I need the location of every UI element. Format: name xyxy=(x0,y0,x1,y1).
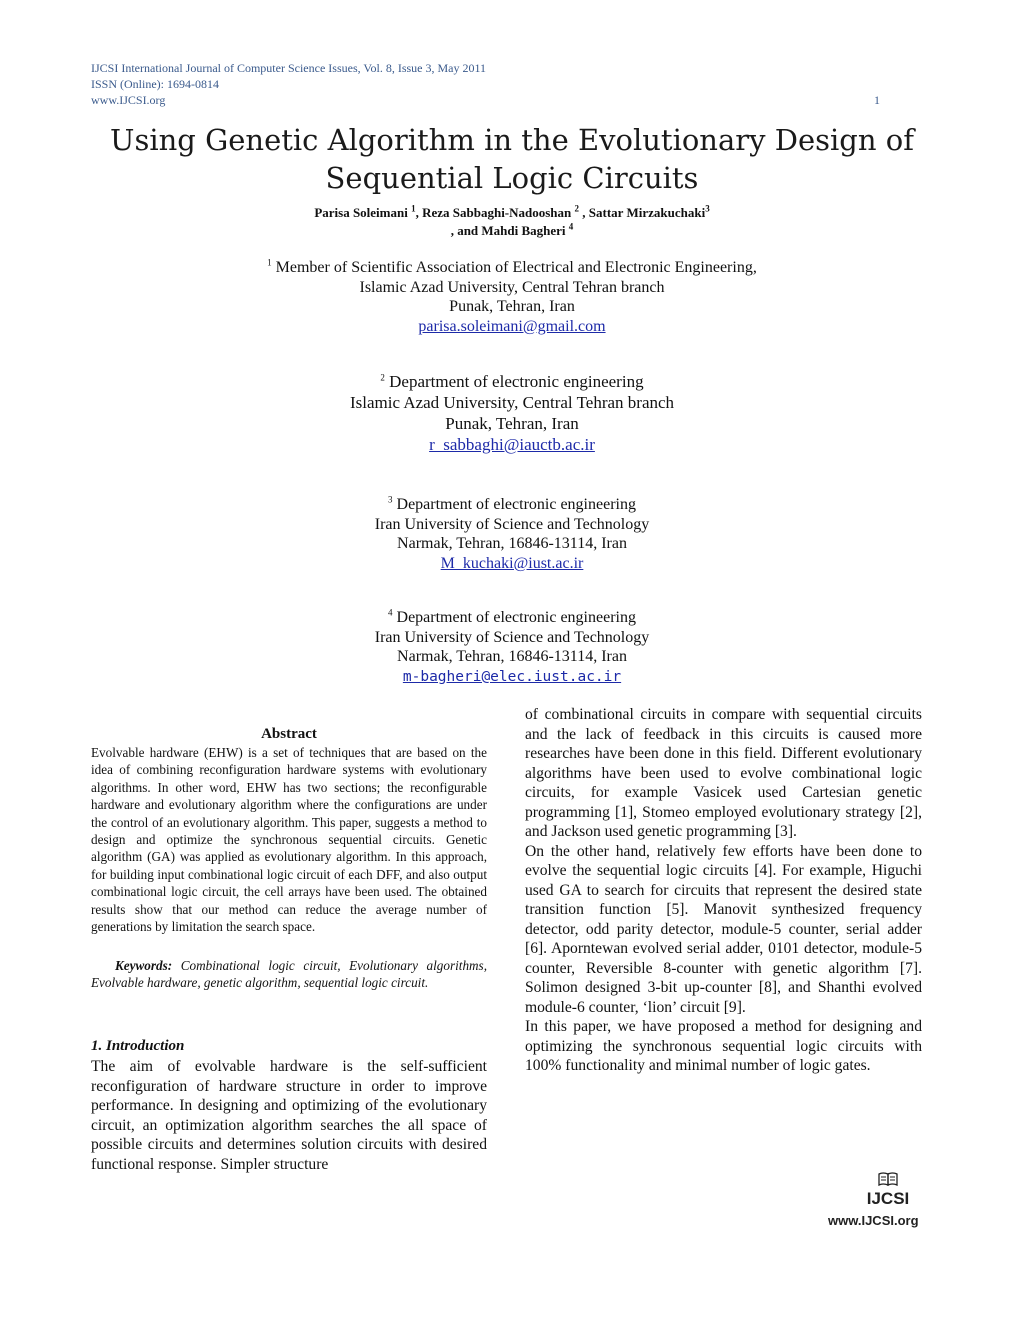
abstract-body: Evolvable hardware (EHW) is a set of techniques that are based on the idea of combining reconfiguration hardware systems with evolutionary algorithms. In other word, EHW has two sections; the reconfigurable hardware and evolutionary algorithm where the configurations are under the control of an evolutionary algorithm. This paper, suggests a method to design and optimize the synchronous sequential circuits. Genetic algorithm (GA) was applied as evolutionary algorithm. In this approach, for building input combinational logic circuit of each DFF, and also output combinational logic circuit, the cell arrays have been used. The obtained results show that our method can reduce the average number of generations by limitation the search space. xyxy=(91,745,487,935)
section-heading-introduction: 1. Introduction xyxy=(91,1038,185,1054)
ijcsi-logo xyxy=(850,1172,926,1208)
affiliation-line: Member of Scientific Association of Electrical and Electronic Engineering, xyxy=(271,259,757,276)
paragraph: On the other hand, relatively few efforts have been done to evolve the sequential logic circuits [4]. For example, Higuchi used GA to search for circuits that represent the desired state transition function [5]. Manovit synthesized frequency detector, odd parity detector, module-5 counter, serial adder [6]. Aporntewan evolved serial adder, 0101 detector, module-5 counter, Reversible 8-counter with genetic algorithm [7]. Solimon designed 3-bit up-counter [8], and Shanthi evolved module-6 counter, ‘lion’ circuit [9]. xyxy=(525,842,922,1016)
keywords xyxy=(91,957,487,992)
affiliation-mark: 3 xyxy=(388,494,393,505)
logo-text: IJCSI xyxy=(866,1189,910,1208)
email-link[interactable]: m-bagheri@elec.iust.ac.ir xyxy=(402,668,622,685)
author-1-mark: 1 xyxy=(411,203,416,214)
affiliation-line: Punak, Tehran, Iran xyxy=(449,298,575,315)
author-4: , and Mahdi Bagheri xyxy=(450,223,569,238)
paragraph: In this paper, we have proposed a method for designing and optimizing the synchronous sequential logic circuits with 100% functionality and minimal number of logic gates. xyxy=(525,1018,922,1074)
open-book-icon xyxy=(850,1172,926,1190)
keywords-label: Keywords: xyxy=(115,958,173,973)
affiliation-line: Department of electronic engineering xyxy=(384,372,644,391)
email-link[interactable]: M_kuchaki@iust.ac.ir xyxy=(440,554,584,572)
running-header xyxy=(91,60,486,108)
author-3-mark: 3 xyxy=(705,203,710,214)
author-2-mark: 2 xyxy=(574,203,580,214)
title-line-2: Sequential Logic Circuits xyxy=(325,161,699,195)
affiliation-mark: 2 xyxy=(380,372,385,383)
affiliation-line: Department of electronic engineering xyxy=(392,609,636,626)
affiliation-line: Islamic Azad University, Central Tehran branch xyxy=(359,278,665,296)
affiliation-mark: 1 xyxy=(267,257,272,268)
journal-name: IJCSI International Journal of Computer Science Issues, Vol. 8, Issue 3, May 2011 xyxy=(91,61,487,75)
affiliation-4 xyxy=(150,608,874,687)
affiliation-line: Iran University of Science and Technology xyxy=(374,515,650,533)
issn: ISSN (Online): 1694-0814 xyxy=(91,77,219,91)
journal-site[interactable]: www.IJCSI.org xyxy=(91,93,166,107)
affiliation-line: Department of electronic engineering xyxy=(392,496,636,513)
affiliation-line: Narmak, Tehran, 16846-13114, Iran xyxy=(397,648,627,665)
affiliation-line: Islamic Azad University, Central Tehran branch xyxy=(349,393,675,412)
right-column xyxy=(525,705,922,1076)
paragraph: of combinational circuits in compare with sequential circuits and the lack of feedback in this circuits is caused more researches have been done in this field. Different evolutionary algorithms have been used to evolve combinational logic circuits, for example Vasicek used Cartesian genetic programming [1], Stomeo employed evolutionary strategy [2], and Jackson used genetic programming [3]. xyxy=(525,706,922,840)
affiliation-mark: 4 xyxy=(388,607,393,618)
introduction-body: The aim of evolvable hardware is the self-sufficient reconfiguration of hardware structure in order to improve performance. In designing and optimizing of the evolutionary circuit, an optimization algorithm searches the all space of possible circuits and determines solution circuits with desired functional response. Simpler structure xyxy=(91,1058,487,1173)
paper-title xyxy=(80,121,944,197)
affiliation-line: Punak, Tehran, Iran xyxy=(445,414,579,433)
author-4-mark: 4 xyxy=(568,221,574,232)
author-3: , Sattar Mirzakuchaki xyxy=(579,205,706,220)
email-link[interactable]: parisa.soleimani@gmail.com xyxy=(418,317,606,335)
page-number: 1 xyxy=(874,93,880,107)
abstract-heading: Abstract xyxy=(261,726,317,742)
author-list xyxy=(150,204,874,240)
title-line-1: Using Genetic Algorithm in the Evolutionary Design of xyxy=(110,123,914,157)
affiliation-line: Iran University of Science and Technology xyxy=(374,628,650,646)
email-link[interactable]: r_sabbaghi@iauctb.ac.ir xyxy=(429,435,595,454)
author-1: Parisa Soleimani xyxy=(314,205,412,220)
keywords-list: Combinational logic circuit, Evolutionary algorithms, Evolvable hardware, genetic algorithm, sequential logic circuit. xyxy=(91,958,487,991)
affiliation-1 xyxy=(150,258,874,336)
affiliation-2 xyxy=(150,371,874,455)
affiliation-line: Narmak, Tehran, 16846-13114, Iran xyxy=(397,535,627,552)
affiliation-3 xyxy=(150,495,874,573)
author-2: , Reza Sabbaghi-Nadooshan xyxy=(415,205,575,220)
footer-url[interactable]: www.IJCSI.org xyxy=(828,1213,919,1228)
